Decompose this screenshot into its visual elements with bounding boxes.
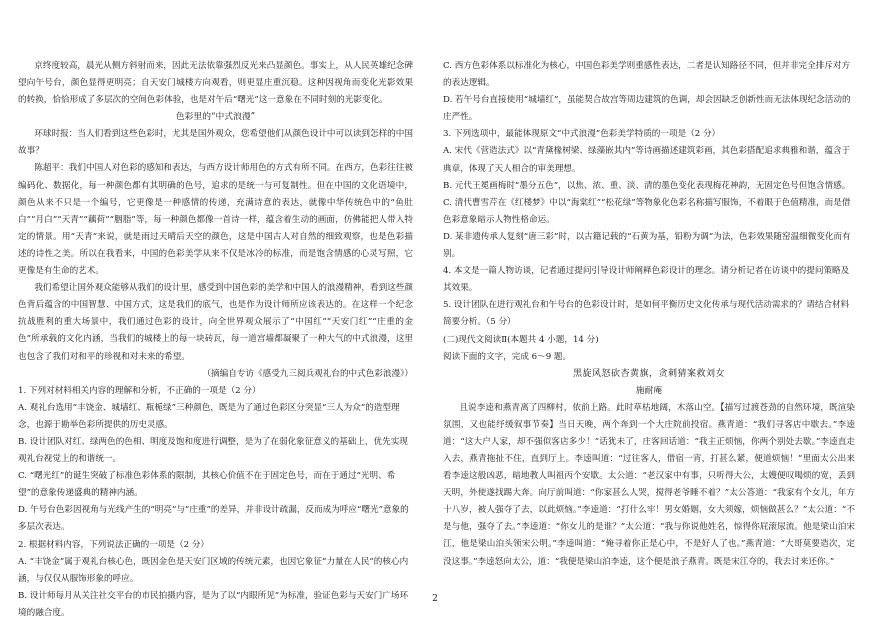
question-2-option-c: C. 西方色彩体系以标准化为核心，中国色彩美学则重感性表达，二者是认知路径不同，但并非完全排斥对方的表达逻辑。 — [443, 61, 851, 89]
question-3-stem: 3. 下列选项中，最能体现原文“中式浪漫”色彩美学特质的一项是（2 分） — [443, 129, 721, 140]
source-note: （摘编自专访《感受九三阅兵观礼台的中式色彩浪漫》） — [202, 368, 413, 379]
question-1-stem: 1. 下列对材料相关内容的理解和分析，不正确的一项是（2 分） — [18, 385, 261, 396]
interview-question: 环球时报：当人们看到这些色彩时，尤其是国外观众，您希望他们从颜色设计中可以读到怎样的中国故事？ — [18, 129, 413, 157]
story-paragraph: 且说李逵和燕青离了四柳村，依前上路。此时草枯地阔，木落山空。【描写过渡苍劲的自然环境，既渲染氛围，又也能纾缓叙事节奏】当日天晚，两个奔到一个大庄院前投宿。燕青道：“我们寻客店中歇去。”李逵道：“这大户人家，却不强似客店多少！”话犹未了，庄客回话道：“我主正烦恼，你两个别处去歇。”李逵直走入去，燕青拖扯不住，直到厅上。李逵叫道：“过往客人，借宿一宵，打甚么紧，便道烦恼！”里面太公出来看李逵这般凶恶，暗地教人叫祖丙个安歇。太公道：“老汉家中有事，只听得大公，太嫂便叹喝烦的宽，丢到天明，外使遂找踢大奔。向厅前叫道：“你家甚么人哭，搅得老爷睡不着？”太公答道：“我家有个女儿，年方十八岁，被人强夺了去，以此烦恼。”李逵道：“打什么牢！男女婚姻，女大须嫁，烦恼做甚么？”太公道：“不是与他，强夺了去。”李逵道：“你女儿的是谁？”太公道：“我与你说他姓名，惊得你屁滚尿流。他是梁山泊宋江，他是梁山泊头领宋公明。”李逵叫道：“俺寻着你正是心中，不是好人了也。”燕青道：“大哥莫要造次，定没这事。”李逵怒向太公，道：“我便是梁山泊李逵，这个便是浪子燕青。既是宋江夺的，我去讨来还你。” — [443, 402, 855, 567]
question-3-option-b: B. 元代王冕画梅时“墨分五色”，以焦、浓、重、淡、清的墨色变化表现梅花神韵，无固定色号但饱含情感。 — [443, 180, 851, 191]
story-author: 施耐庵 — [635, 385, 663, 396]
question-3-option-c: C. 清代曹雪芹在《红楼梦》中以“海棠红”“松花绿”等物象化色彩名称描写服饰，不着眼于色值精准，而是借色彩意象暗示人物性格命运。 — [443, 197, 851, 225]
interview-answer-2: 我们希望让国外观众能够从我们的设计里，感受到中国色彩的美学和中国人的浪漫精神，看到这些颜色背后蕴含的中国智慧、中国方式，这是我们的底气，也是作为设计师所应该表达的。在这样一个纪念抗战胜利的重大场景中，我们通过色彩的设计，向全世界观众展示了“中国红”“天安门红”“庄重的金色”所承载的文化内涵，当我们的城楼上的每一块砖瓦，每一道宫墙都凝聚了一种大气的中式浪漫，这里也包含了我们对和平的珍视和对未来的希望。 — [18, 283, 413, 362]
left-column — [18, 58, 413, 622]
right-column — [443, 58, 855, 571]
question-2-option-a: A. “丰饶金”属于观礼台核心色，既因金色是天安门区域的传统元素，也因它象征“力量在人民”的核心内涵，与仅仅从服饰形象的呼应。 — [18, 556, 409, 584]
question-2-option-b: B. 设计师每月从关注社交平台的市民拍摄内容，是为了以“内眼所见”为标准，验证色彩与天安门广场环境的融合度。 — [18, 590, 409, 618]
question-4: 4. 本文是一篇人物访谈，记者通过提问引导设计师阐释色彩设计的理念。请分析记者在访谈中的提问策略及其效果。 — [443, 266, 850, 294]
interview-answer-1: 陈超平：我们中国人对色彩的感知和表达，与西方设计师用色的方式有所不同。在西方，色彩往往被编码化、数据化，每一种颜色都有其明确的色号，追求的是统一与可复制性。但在中国的文化语境中，颜色从来不只是一个编号，它更像是一种感情的传递，充满诗意的表达，就像中华传统色中的“鱼肚白”“月白”“天青”“藕荷”“胭脂”等，每一种颜色都像一首诗一样，蕴含着生动的画面，仿佛能把人带入特定的情景。用“天青”来说，就是雨过天晴后天空的颜色，这是中国古人对自然的细致观察，也是色彩描述的诗性之美。所以在我看来，中国的色彩美学从来不仅是冰冷的标准，而是饱含情感的心灵写照，它更像是有生命的艺术。 — [18, 163, 413, 277]
question-1-option-c: C. “曙光红”的诞生突破了标准色彩体系的限制，其核心价值不在于固定色号，而在于通过“光明、希望”的意象传递盛典的精神内涵。 — [18, 471, 396, 499]
question-5: 5. 设计团队在进行观礼台和午号台的色彩设计时，是如何平衡历史文化传承与现代活动需求的？请结合材料简要分析。（5 分） — [443, 300, 850, 328]
story-title: 黑旋风怒砍杏黄旗，贪刺猜案救刘女 — [572, 368, 725, 379]
page-number: 2 — [432, 594, 438, 604]
reading-instruction: 阅读下面的文字，完成 6～9 题。 — [443, 351, 572, 362]
intro-paragraph: 京终度较高，晨光从侧方斜射而来，因此无法依靠强烈反光来凸显颜色。事实上，从人民英雄纪念碑望向午号台，颜色显得更明亮；自天安门城楼方向观看，则更显庄重沉稳。这种因视角而变化光影效果的转换，恰恰形成了多层次的空间色彩体验，也是对午后“曙光”这一意象在不同时刻的光影变化。 — [18, 61, 413, 106]
question-1-option-d: D. 午号台色彩因视角与光线产生的“明亮”与“庄重”的差异，并非设计疏漏，反而成为呼应“曙光”意象的多层次表达。 — [18, 505, 409, 533]
question-1-option-b: B. 设计团队对红、绿两色的色相、明度及饱和度进行调整，是为了在弱化象征意义的基础上，优先实现观礼台视觉上的和谐统一。 — [18, 436, 408, 465]
question-3-option-d: D. 某非遗传承人复刻“唐三彩”时，以古籍记载的“石黄为基，铅粉为调”为法，色彩效果随窑温细微变化而有别。 — [443, 231, 851, 260]
question-2-option-d: D. 若午号台直接使用“城墙红”，虽能契合故宫等周边建筑的色调，却会因缺乏创新性而无法体现纪念活动的庄严性。 — [443, 95, 851, 123]
question-2-stem: 2. 根据材料内容，下列说法正确的一项是（2 分） — [18, 539, 210, 550]
section-two-heading: (二)现代文阅读Ⅱ(本题共 4 小题，14 分) — [443, 334, 599, 345]
question-1-option-a: A. 观礼台选用“丰饶金、城墙红、瓶栀绿”三种颜色，既是为了通过色彩区分突显“三人为众”的造型理念，也源于勘举色彩所提供的历史灵感。 — [18, 402, 400, 430]
question-3-option-a: A. 宋代《营造法式》以“青黛椽树梁、绿藻嵌其内”等诗画描述建筑彩画，其色彩搭配追求典雅和谐，蕴含于典章，体现了天人相合的审美理想。 — [443, 146, 851, 174]
section-title: 色彩里的“中式浪漫” — [175, 112, 256, 123]
